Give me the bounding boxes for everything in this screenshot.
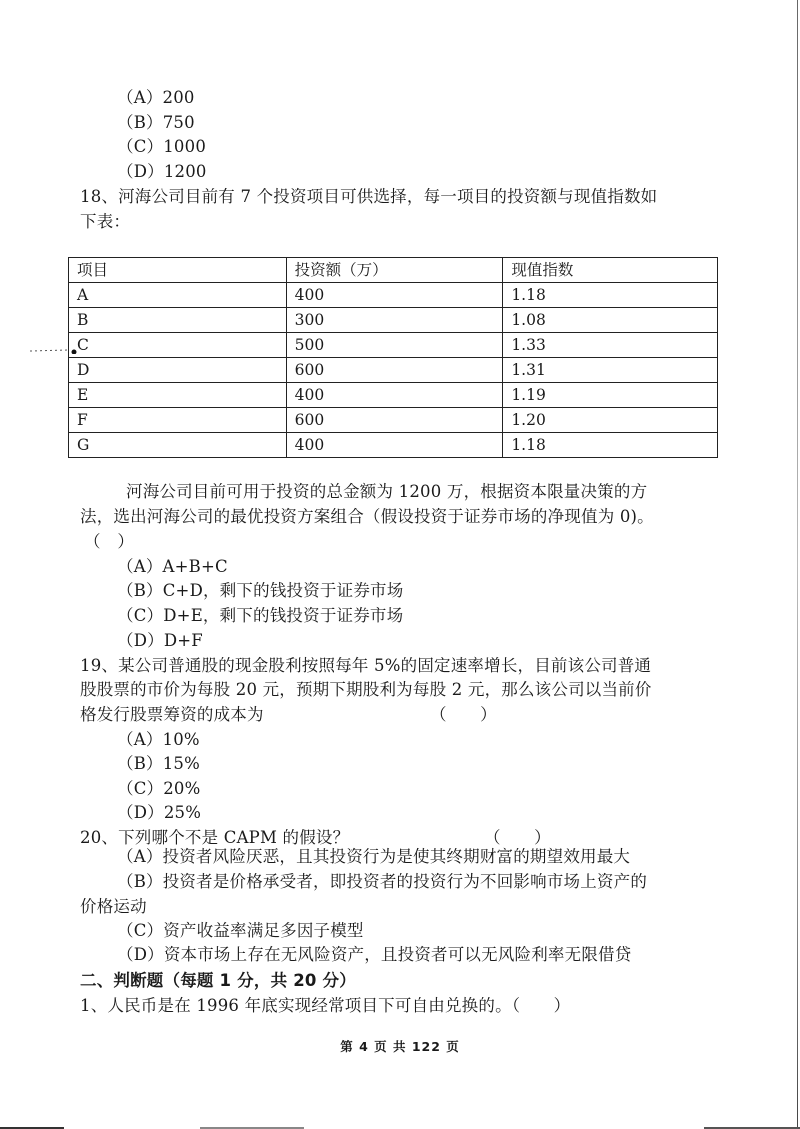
option-text: 15% xyxy=(162,754,201,773)
q18-answer-blank: （ ） xyxy=(84,532,135,551)
cell-investment: 400 xyxy=(286,283,503,308)
table-row xyxy=(69,333,718,358)
scan-artifact-mark xyxy=(30,348,78,354)
q19-option-c xyxy=(117,779,201,799)
cell-pv-index: 1.19 xyxy=(503,383,718,408)
q20-stem: 20、下列哪个不是 CAPM 的假设？ xyxy=(80,828,350,847)
cell-pv-index: 1.18 xyxy=(503,283,718,308)
q19-answer-blank: （ ） xyxy=(430,705,497,724)
cell-project: B xyxy=(69,308,287,333)
page-footer: 第 4 页 共 122 页 xyxy=(340,1039,460,1054)
option-label: （B） xyxy=(117,754,163,773)
q18-stem-line2: 下表： xyxy=(80,212,131,231)
cell-pv-index: 1.08 xyxy=(503,308,718,333)
cell-pv-index: 1.31 xyxy=(503,358,718,383)
cell-investment: 600 xyxy=(286,408,503,433)
option-label: （C） xyxy=(117,137,164,156)
cell-project: G xyxy=(69,433,287,458)
section2-item1: 1、人民币是在 1996 年底实现经常项目下可自由兑换的。（ ） xyxy=(80,996,571,1015)
table-row xyxy=(69,358,718,383)
q17-option-a xyxy=(117,88,195,108)
cell-investment: 400 xyxy=(286,433,503,458)
q17-option-c xyxy=(117,137,206,157)
section2-heading: 二、判断题（每题 1 分，共 20 分） xyxy=(80,971,356,990)
q20-option-b-line2: 价格运动 xyxy=(80,897,147,916)
option-text: 750 xyxy=(162,113,195,132)
header-project: 项目 xyxy=(69,258,287,283)
option-text: 200 xyxy=(162,88,195,107)
option-text: 25% xyxy=(163,803,202,822)
option-text: 1200 xyxy=(163,162,207,181)
q20-answer-blank: （ ） xyxy=(484,828,551,847)
cell-investment: 400 xyxy=(286,383,503,408)
q20-option-a: （A）投资者风险厌恶，且其投资行为是使其终期财富的期望效用最大 xyxy=(117,847,631,866)
option-label: （A） xyxy=(117,88,163,107)
cell-investment: 500 xyxy=(286,333,503,358)
q19-option-d xyxy=(117,803,201,823)
q20-option-b-line1: （B）投资者是价格承受者，即投资者的投资行为不回影响市场上资产的 xyxy=(117,872,648,891)
cell-project: A xyxy=(69,283,287,308)
option-label: （B） xyxy=(117,581,163,600)
cell-pv-index: 1.20 xyxy=(503,408,718,433)
option-text: 20% xyxy=(163,779,201,798)
q18-option-c xyxy=(117,606,403,626)
cell-investment: 600 xyxy=(286,358,503,383)
option-label: （A） xyxy=(117,730,163,749)
cell-project: C xyxy=(69,333,287,358)
q19-option-a xyxy=(117,730,200,750)
table-row xyxy=(69,408,718,433)
q19-stem-line1: 19、某公司普通股的现金股利按照每年 5%的固定速率增长，目前该公司普通 xyxy=(80,656,652,675)
cell-investment: 300 xyxy=(286,308,503,333)
q20-option-d: （D）资本市场上存在无风险资产，且投资者可以无风险利率无限借贷 xyxy=(117,945,632,964)
q18-option-d xyxy=(117,631,203,651)
q19-stem-line3: 格发行股票筹资的成本为 xyxy=(80,705,264,724)
q18-para-line2: 法，选出河海公司的最优投资方案组合（假设投资于证券市场的净现值为 0)。 xyxy=(80,507,654,526)
q19-stem-line2: 股股票的市价为每股 20 元，预期下期股利为每股 2 元，那么该公司以当前价 xyxy=(80,680,652,699)
cell-project: D xyxy=(69,358,287,383)
option-text: 10% xyxy=(162,730,200,749)
option-label: （C） xyxy=(117,606,164,625)
option-text: A+B+C xyxy=(162,557,228,576)
option-text: D+F xyxy=(163,631,203,650)
table-row xyxy=(69,283,718,308)
scan-edge-right xyxy=(797,0,798,1129)
q18-option-a xyxy=(117,557,228,577)
investment-table xyxy=(68,257,718,458)
q18-para-line1: 河海公司目前可用于投资的总金额为 1200 万，根据资本限量决策的方 xyxy=(126,482,648,501)
option-label: （D） xyxy=(117,631,164,650)
option-label: （D） xyxy=(117,803,164,822)
table-row xyxy=(69,433,718,458)
q19-option-b xyxy=(117,754,200,774)
cell-project: F xyxy=(69,408,287,433)
option-label: （A） xyxy=(117,557,163,576)
cell-pv-index: 1.33 xyxy=(503,333,718,358)
q17-option-d xyxy=(117,162,207,182)
table-row xyxy=(69,383,718,408)
header-pv-index: 现值指数 xyxy=(503,258,718,283)
q20-option-c: （C）资产收益率满足多因子模型 xyxy=(117,921,364,940)
option-label: （D） xyxy=(117,162,164,181)
q17-option-b xyxy=(117,113,195,133)
cell-project: E xyxy=(69,383,287,408)
q18-option-b xyxy=(117,581,403,601)
option-text: C+D，剩下的钱投资于证券市场 xyxy=(162,581,404,600)
option-text: 1000 xyxy=(163,137,207,156)
header-investment: 投资额（万） xyxy=(286,258,503,283)
q18-stem-line1: 18、河海公司目前有 7 个投资项目可供选择，每一项目的投资额与现值指数如 xyxy=(80,187,658,206)
table-header-row xyxy=(69,258,718,283)
table-row xyxy=(69,308,718,333)
option-text: D+E，剩下的钱投资于证券市场 xyxy=(163,606,404,625)
cell-pv-index: 1.18 xyxy=(503,433,718,458)
option-label: （C） xyxy=(117,779,164,798)
option-label: （B） xyxy=(117,113,163,132)
